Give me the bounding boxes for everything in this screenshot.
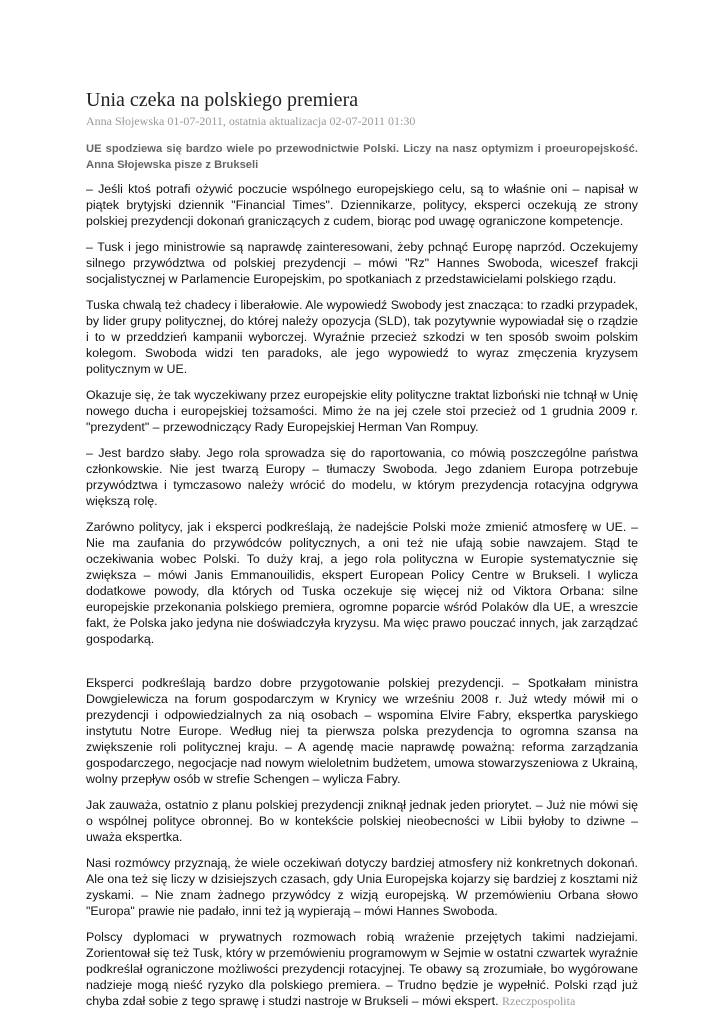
last-paragraph-text: Polscy dyplomaci w prywatnych rozmowach robią wrażenie przejętych takimi nadziejami. Zorientował się też Tusk, który w przemówieniu programowym w Sejmie w ostatni czwartek wyraźnie podkreślał ograniczone możliwości prezydencji rotacyjnej. Te obawy są zrozumiałe, bo wygórowane nadzieje mogą nieść ryzyko dla polskiego premiera. – Trudno będzie je wypełnić. Polski rząd już chyba zdał sobie z tego sprawę i studzi nastroje w Brukseli – mówi ekspert. <box>86 930 638 1008</box>
article-lead: UE spodziewa się bardzo wiele po przewodnictwie Polski. Liczy na nasz optymizm i proeuropejskość. Anna Słojewska pisze z Brukseli <box>86 143 638 171</box>
paragraph-7: Eksperci podkreślają bardzo dobre przygotowanie polskiej prezydencji. – Spotkałam ministra Dowgielewicza na forum gospodarczym w Krynicy we wrześniu 2008 r. Już wtedy mówił mi o prezydencji i odpowiedzialnych za nią osobach – wspomina Elvire Fabry, ekspertka paryskiego instytutu Notre Europe. Według niej ta pierwsza polska prezydencja to ogromna szansa na zwiększenie roli politycznej kraju. – A agendę macie naprawdę poważną: reforma zarządzania gospodarczego, negocjacje nad nowym wieloletnim budżetem, umowa stowarzyszeniowa z Ukrainą, wolny przepływ osób w strefie Schengen – wylicza Fabry. <box>86 676 638 786</box>
paragraph-8: Jak zauważa, ostatnio z planu polskiej prezydencji zniknął jednak jeden priorytet. – Już nie mówi się o wspólnej polityce obronnej. Bo w kontekście polskiej nieobecności w Libii byłoby to dziwne – uważa ekspertka. <box>86 798 638 844</box>
paragraph-2: – Tusk i jego ministrowie są naprawdę zainteresowani, żeby pchnąć Europę naprzód. Oczekujemy silnego przywództwa od polskiej prezydencji – mówi "Rz" Hannes Swoboda, wiceszef frakcji socjalistycznej w Parlamencie Europejskim, po spotkaniach z przedstawicielami polskiego rządu. <box>86 240 638 286</box>
article-title: Unia czeka na polskiego premiera <box>86 89 359 111</box>
paragraph-6: Zarówno politycy, jak i eksperci podkreślają, że nadejście Polski może zmienić atmosferę w UE. – Nie ma zaufania do przywódców politycznych, a oni też nie ufają sobie nawzajem. Stąd te oczekiwania wobec Polski. To duży kraj, a jego rola polityczna w Europie systematycznie się zwiększa – mówi Janis Emmanouilidis, ekspert European Policy Centre w Brukseli. I wylicza dodatkowe powody, dla których od Tuska oczekuje się więcej niż od Viktora Orbana: silne europejskie przekonania polskiego premiera, ogromne poparcie wśród Polaków dla UE, a wreszcie fakt, że Polska jako jedyna nie doświadczyła kryzysu. Ma więc prawo pouczać innych, jak zarządzać gospodarką. <box>86 520 638 646</box>
paragraph-4: Okazuje się, że tak wyczekiwany przez europejskie elity polityczne traktat lizboński nie tchnął w Unię nowego ducha i europejskiej tożsamości. Mimo że na jej czele stoi przecież od 1 grudnia 2009 r. "prezydent" – przewodniczący Rady Europejskiej Herman Van Rompuy. <box>86 388 638 434</box>
article <box>86 88 638 1019</box>
article-byline: Anna Słojewska 01-07-2011, ostatnia aktualizacja 02-07-2011 01:30 <box>86 114 416 128</box>
paragraph-3: Tuska chwalą też chadecy i liberałowie. Ale wypowiedź Swobody jest znacząca: to rzadki przypadek, by lider grupy politycznej, do której należy opozycja (SLD), tak pozytywnie wypowiadał się o rządzie i to w przeddzień kampanii wyborczej. Wyraźnie przecież szkodzi w ten sposób swoim polskim kolegom. Swoboda widzi ten paradoks, ale jego wypowiedź to wyraz zmęczenia kryzysem politycznym w UE. <box>86 298 638 376</box>
paragraph-10 <box>86 929 638 1009</box>
paragraph-1: – Jeśli ktoś potrafi ożywić poczucie wspólnego europejskiego celu, są to właśnie oni – napisał w piątek brytyjski dziennik "Financial Times". Dziennikarze, politycy, eksperci oczekują ze strony polskiej prezydencji dokonań graniczących z cudem, biorąc pod uwagę ograniczone kompetencje. <box>86 182 638 228</box>
paragraph-5: – Jest bardzo słaby. Jego rola sprowadza się do raportowania, co mówią poszczególne państwa członkowskie. Nie jest twarzą Europy – tłumaczy Swoboda. Jego zdaniem Europa potrzebuje przywództwa i tymczasowo należy wrócić do modelu, w którym prezydencja rotacyjna odgrywa większą rolę. <box>86 446 638 508</box>
section-gap <box>86 657 638 675</box>
paragraph-9: Nasi rozmówcy przyznają, że wiele oczekiwań dotyczy bardziej atmosfery niż konkretnych dokonań. Ale ona też się liczy w dzisiejszych czasach, gdy Unia Europejska kojarzy się bardziej z kosztami niż zyskami. – Nie znam żadnego przywódcy z wizją europejską. W przemówieniu Orbana słowo "Europa" prawie nie padało, inni też ją wypierają – mówi Hannes Swoboda. <box>86 856 638 918</box>
source-label: Rzeczpospolita <box>501 994 576 1008</box>
